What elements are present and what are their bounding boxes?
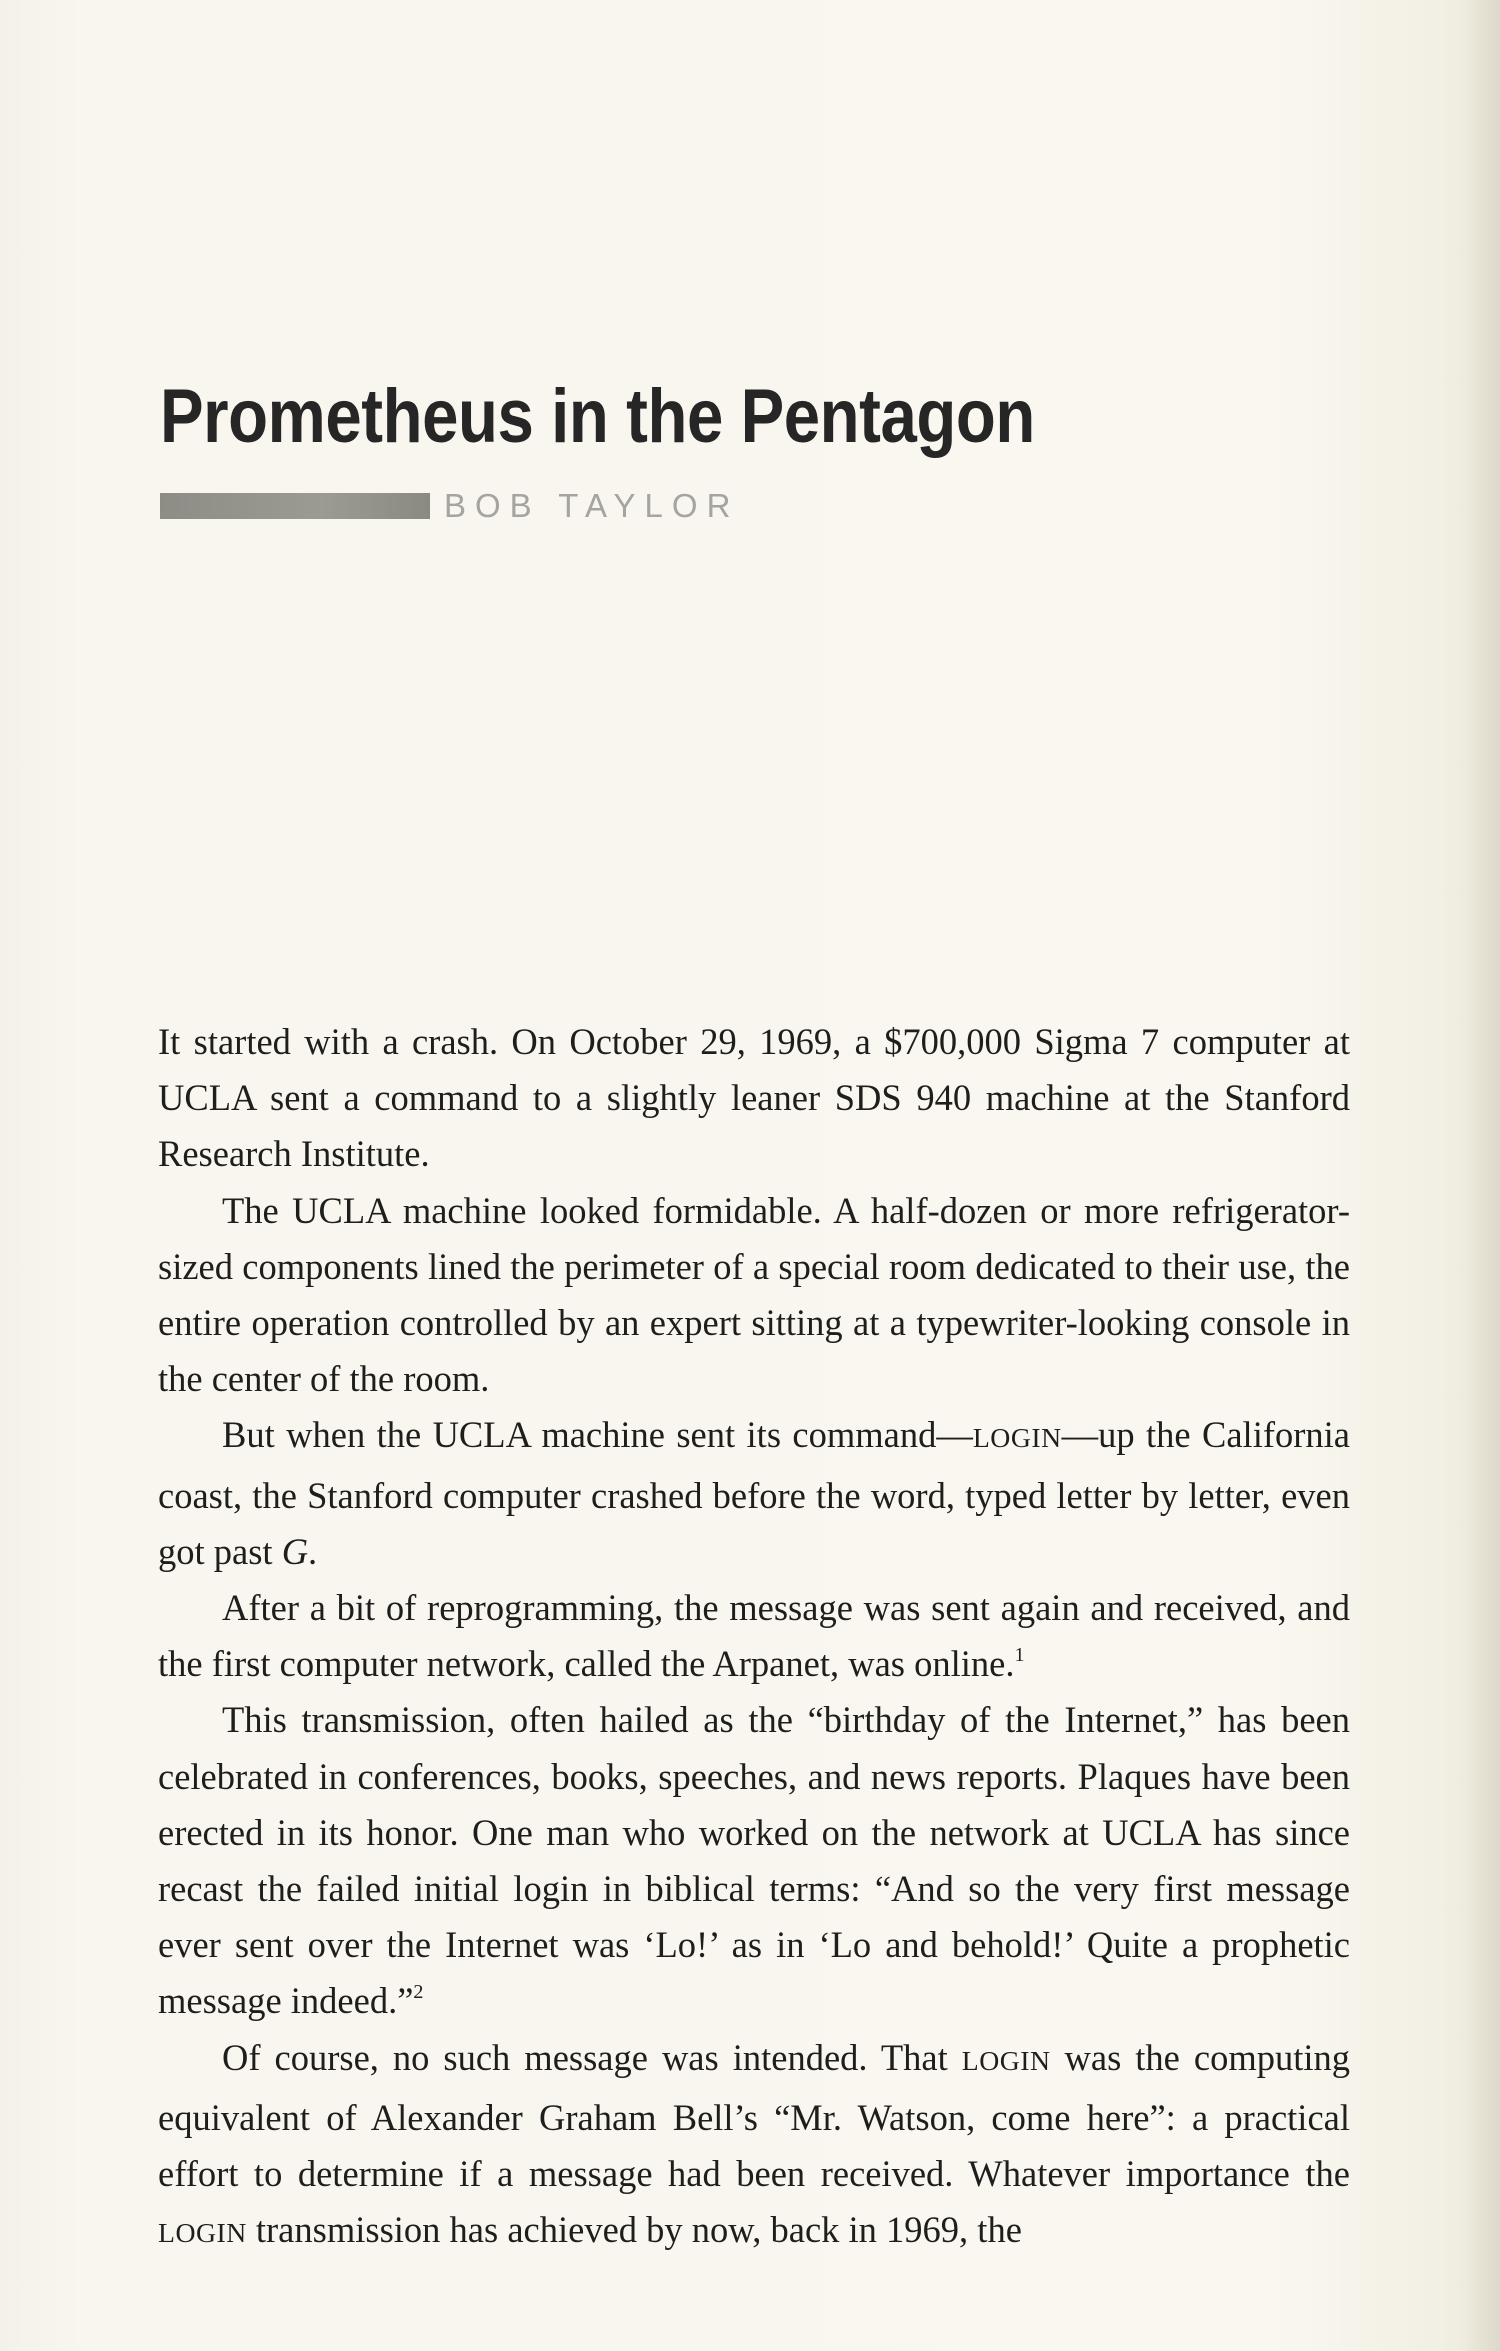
chapter-title: Prometheus in the Pentagon <box>160 374 1035 459</box>
login-command: LOGIN <box>961 2045 1051 2077</box>
paragraph-1-text: It started with a crash. On October 29, 1969, a $700,000 Sigma 7 computer at UCLA sent a command to a slightly leaner SDS 940 machine at the Stanford Research Institute. <box>158 1021 1350 1175</box>
paragraph-6 <box>158 2030 1350 2263</box>
chapter-byline <box>160 486 739 526</box>
paragraph-3-end: . <box>308 1530 318 1572</box>
paragraph-4-text: After a bit of reprogramming, the message was sent again and received, and the first computer network, called the Arpanet, was online. <box>158 1587 1350 1685</box>
paragraph-2 <box>158 1183 1350 1408</box>
login-command: LOGIN <box>158 2218 247 2250</box>
footnote-marker-2: 2 <box>413 1981 424 2004</box>
byline-rule-bar <box>160 493 430 519</box>
paragraph-2-text: The UCLA machine looked formidable. A half-dozen or more refrigerator-sized components lined the perimeter of a special room dedicated to their use, the entire operation controlled by an expert sitting at a typewriter-looking console in the center of the room. <box>158 1189 1350 1400</box>
paragraph-4 <box>158 1580 1350 1692</box>
paragraph-3 <box>158 1407 1350 1580</box>
paragraph-5 <box>158 1692 1350 2029</box>
chapter-body <box>158 1014 1350 2262</box>
paragraph-5-text: This transmission, often hailed as the “birthday of the Internet,” has been celebrated in conferences, books, speeches, and news reports. Plaques have been erected in its honor. One man who worked on the network at UCLA has since recast the failed initial login in biblical terms: “And so the very first message ever sent over the Internet was ‘Lo!’ as in ‘Lo and behold!’ Quite a prophetic message indeed.” <box>158 1699 1350 2022</box>
paragraph-6-text-b: was the computing equivalent of Alexander Graham Bell’s “Mr. Watson, come here”: a practical effort to determine if a message had been received. Whatever importance the <box>158 2036 1350 2195</box>
login-command: LOGIN <box>972 1423 1062 1455</box>
paragraph-3-text-a: But when the UCLA machine sent its command— <box>222 1414 973 1456</box>
paragraph-3-text-b: —up the California coast, the Stanford computer crashed before the word, typed letter by letter, even got past <box>158 1414 1350 1572</box>
page-edge-shadow <box>1464 0 1500 2351</box>
letter-g: G <box>281 1530 309 1572</box>
paragraph-6-text-a: Of course, no such message was intended. That <box>222 2036 962 2078</box>
footnote-marker-1: 1 <box>1014 1644 1025 1667</box>
paragraph-6-end: transmission has achieved by now, back in 1969, the <box>246 2209 1022 2251</box>
chapter-author: BOB TAYLOR <box>444 487 740 524</box>
paragraph-1 <box>158 1014 1350 1183</box>
